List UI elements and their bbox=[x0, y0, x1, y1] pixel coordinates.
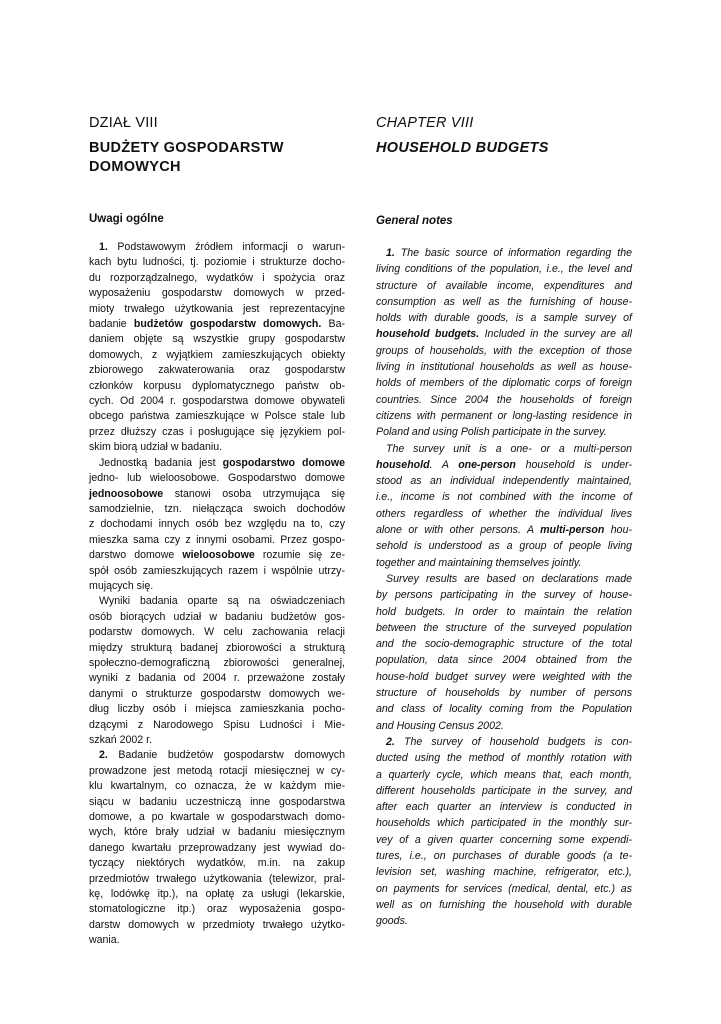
text-line bbox=[89, 302, 345, 317]
text-line bbox=[376, 310, 632, 326]
text-line bbox=[89, 471, 345, 486]
text-line bbox=[376, 815, 632, 831]
text-run: daniem objęte są wszystkie grupy gospodarstw bbox=[89, 333, 345, 346]
text-line bbox=[376, 261, 632, 277]
text-run: holds with durable goods, is a sample survey of bbox=[376, 312, 632, 325]
text-line bbox=[376, 457, 632, 473]
chapter-title-line: DOMOWYCH bbox=[89, 159, 181, 175]
text-run: ducted using the method of monthly rotation with bbox=[376, 752, 632, 765]
text-run: between the structure of the surveyed population bbox=[376, 621, 632, 634]
text-line bbox=[376, 587, 632, 603]
text-line bbox=[376, 473, 632, 489]
text-line bbox=[376, 652, 632, 668]
text-run: skim biorą udział w badaniu. bbox=[89, 441, 223, 454]
text-run: goods. bbox=[376, 915, 408, 928]
text-run: kach bytu ludności, tj. poziomie i strukturze docho- bbox=[89, 256, 345, 269]
text-line bbox=[376, 571, 632, 587]
text-run: cych. Od 2004 r. gospodarstwa domowe obywateli bbox=[89, 395, 345, 408]
text-line bbox=[376, 799, 632, 815]
text-line bbox=[376, 375, 632, 391]
text-line bbox=[89, 810, 345, 825]
text-line bbox=[376, 408, 632, 424]
text-line bbox=[89, 933, 345, 948]
bold-text: 1. bbox=[99, 241, 108, 253]
text-line bbox=[376, 864, 632, 880]
text-line bbox=[89, 656, 345, 671]
text-line bbox=[89, 456, 345, 471]
text-run: prowadzone jest metodą rotacji miesięcznej w cy- bbox=[89, 764, 345, 777]
text-line bbox=[376, 685, 632, 701]
text-run: mieszka sama czy z innymi osobami. Przez gospo- bbox=[89, 533, 345, 546]
text-run: wych, które brały udział w badaniu miesięcznym bbox=[89, 826, 345, 839]
text-line bbox=[89, 733, 345, 748]
text-run: The survey of household budgets is con- bbox=[394, 735, 632, 748]
text-line bbox=[89, 255, 345, 270]
text-run: domowe, a po kwartale w gospodarstwach domo- bbox=[89, 811, 345, 824]
text-run: on payments for services (medical, dental, etc.) as bbox=[376, 882, 632, 895]
text-line bbox=[89, 579, 345, 594]
text-line bbox=[376, 326, 632, 342]
bold-text: multi-person bbox=[540, 524, 605, 537]
text-line bbox=[89, 764, 345, 779]
body-text bbox=[376, 245, 632, 929]
text-run: vey of a given quarter concerning some expendi- bbox=[376, 833, 632, 846]
text-line bbox=[89, 240, 345, 255]
text-run: danego kwartału przeprowadzany jest wywiad do- bbox=[89, 841, 345, 854]
text-run: stomatologiczne itp.) oraz wyposażenia gospo- bbox=[89, 903, 345, 916]
text-run: Poland and using Polish participate in the survey. bbox=[376, 426, 607, 439]
text-line bbox=[376, 522, 632, 538]
text-line bbox=[89, 517, 345, 532]
text-run: The survey unit is a one- or a multi-person bbox=[386, 442, 632, 455]
text-run: szkań 2002 r. bbox=[89, 734, 153, 746]
text-line bbox=[376, 620, 632, 636]
text-run: Ba- bbox=[321, 318, 346, 331]
text-run: population, data since 2004 obtained from the bbox=[376, 654, 632, 667]
text-run: podarstw domowych. W celu zachowania relacji bbox=[89, 626, 345, 639]
text-run: by persons participating in the survey of house- bbox=[376, 589, 632, 602]
text-line bbox=[89, 841, 345, 856]
text-run: different households participate in the survey, and bbox=[376, 784, 632, 797]
text-line bbox=[89, 379, 345, 394]
text-line bbox=[376, 783, 632, 799]
text-run: obcego państwa zamieszkujące w Polsce stale lub bbox=[89, 410, 345, 423]
text-line bbox=[376, 392, 632, 408]
text-line bbox=[376, 278, 632, 294]
bold-text: 1. bbox=[386, 247, 395, 259]
text-line bbox=[376, 359, 632, 375]
text-line bbox=[89, 687, 345, 702]
text-line bbox=[376, 832, 632, 848]
chapter-title-line: BUDŻETY GOSPODARSTW bbox=[89, 140, 284, 156]
text-line bbox=[376, 881, 632, 897]
text-run: Jednostką badania jest bbox=[99, 456, 223, 469]
text-run: społeczno-demograficzną zbiorowości generalnej, bbox=[89, 656, 345, 669]
text-line bbox=[376, 294, 632, 310]
text-line bbox=[89, 533, 345, 548]
text-line bbox=[376, 245, 632, 261]
text-run: mioty trwałego użytkowania jest reprezentacyjne bbox=[89, 302, 345, 315]
text-run: together and maintaining themselves jointly. bbox=[376, 556, 582, 569]
text-run: spół osób zamieszkujących razem i wspólnie utrzy- bbox=[89, 564, 345, 577]
text-run: tyczący niektórych wydatków, m.in. na zakup bbox=[89, 857, 345, 870]
text-run: stanowi osoba utrzymująca się bbox=[163, 487, 345, 500]
bold-text: 2. bbox=[386, 735, 395, 748]
text-run: rozumie się ze- bbox=[254, 549, 345, 562]
text-line bbox=[89, 671, 345, 686]
text-line bbox=[89, 779, 345, 794]
body-text bbox=[89, 240, 345, 949]
bold-text: jednoosobowe bbox=[89, 487, 164, 500]
text-run: badanie bbox=[89, 318, 134, 331]
text-run: siącu w badaniu uczestniczą inne gospodarstwa bbox=[89, 795, 345, 808]
text-line bbox=[89, 625, 345, 640]
text-line bbox=[376, 718, 632, 734]
text-run: samodzielnie, tzn. niełącząca swoich dochodów bbox=[89, 502, 345, 515]
text-line bbox=[376, 897, 632, 913]
text-run: after each quarter an interview is conducted in bbox=[376, 801, 632, 814]
text-line bbox=[376, 767, 632, 783]
text-line bbox=[376, 506, 632, 522]
text-run: countries. Since 2004 the households of foreign bbox=[376, 393, 632, 406]
text-run: Podstawowym źródłem informacji o warun- bbox=[107, 241, 345, 253]
bold-text: household bbox=[376, 458, 430, 471]
chapter-title bbox=[376, 139, 549, 158]
text-run: Included in the survey are all bbox=[479, 328, 633, 341]
text-line bbox=[89, 317, 345, 332]
text-line bbox=[376, 538, 632, 554]
text-run: i.e., income is not combined with the income of bbox=[376, 491, 632, 504]
text-run: living conditions of the population, i.e., the level and bbox=[376, 263, 632, 276]
text-line bbox=[89, 702, 345, 717]
text-run: a quarterly cycle, which means that, each month, bbox=[376, 768, 632, 781]
text-run: z dochodami innych osób bez względu na to, czy bbox=[89, 518, 345, 531]
text-run: structure of available income, expenditures and bbox=[376, 279, 632, 292]
text-line bbox=[89, 394, 345, 409]
text-line bbox=[89, 718, 345, 733]
text-run: hold budgets. In order to maintain the relation bbox=[376, 605, 632, 618]
text-line bbox=[89, 487, 345, 502]
text-run: . A bbox=[429, 458, 459, 471]
text-run: and class of locality coming from the Population bbox=[376, 703, 632, 716]
text-line bbox=[376, 669, 632, 685]
chapter-heading: DZIAŁ VIII bbox=[89, 115, 158, 131]
text-run: and the socio-demographic structure of the total bbox=[376, 638, 632, 651]
text-line bbox=[89, 856, 345, 871]
text-line bbox=[376, 636, 632, 652]
text-run: jedno- lub wieloosobowe. Gospodarstwo domowe bbox=[89, 472, 345, 485]
text-run: mujących się. bbox=[89, 579, 154, 592]
text-line bbox=[89, 795, 345, 810]
text-line bbox=[89, 825, 345, 840]
chapter-title-line: HOUSEHOLD BUDGETS bbox=[376, 140, 549, 156]
text-run: well as on furnishing the household with durable bbox=[376, 898, 632, 911]
text-line bbox=[89, 610, 345, 625]
text-run: The basic source of information regarding the bbox=[394, 247, 632, 259]
section-subheading: General notes bbox=[376, 215, 453, 227]
text-run: hou- bbox=[604, 524, 632, 537]
text-line bbox=[89, 902, 345, 917]
section-subheading: Uwagi ogólne bbox=[89, 213, 164, 225]
text-line bbox=[376, 913, 632, 929]
text-run: przedmiotów trwałego użytkowania (telewizor, pral- bbox=[89, 872, 345, 885]
text-run: tures, i.e., on purchases of durable goods (a te- bbox=[376, 849, 632, 862]
text-run: darstw domowych w przedmioty trwałego użytko- bbox=[89, 918, 345, 931]
text-run: osób biorących udział w badaniu budżetów gos- bbox=[89, 610, 345, 623]
text-line bbox=[376, 555, 632, 571]
bold-text: gospodarstwo domowe bbox=[222, 456, 345, 469]
text-line bbox=[376, 604, 632, 620]
text-run: consumption as well as the furnishing of house- bbox=[376, 295, 632, 308]
chapter-heading: CHAPTER VIII bbox=[376, 115, 474, 131]
text-run: dzącymi z Narodowego Spisu Ludności i Mie- bbox=[89, 718, 345, 731]
text-run: du rozporządzalnego, wydatków i spożycia oraz bbox=[89, 271, 345, 284]
text-line bbox=[89, 887, 345, 902]
text-run: structure of households by number of persons bbox=[376, 687, 632, 700]
text-run: Survey results are based on declarations made bbox=[386, 572, 632, 585]
text-run: wyniki z badania od 2004 r. przeważone zostały bbox=[89, 672, 345, 685]
text-line bbox=[89, 548, 345, 563]
text-line bbox=[376, 848, 632, 864]
bold-text: wieloosobowe bbox=[182, 549, 255, 562]
text-run: household is under- bbox=[515, 458, 632, 471]
text-run: Badanie budżetów gospodarstw domowych bbox=[107, 749, 345, 762]
text-line bbox=[89, 348, 345, 363]
bold-text: 2. bbox=[99, 749, 108, 762]
text-run: kę, lodówkę itp.), na opłatę za usługi (lekarskie, bbox=[89, 888, 345, 901]
text-run: and Housing Census 2002. bbox=[376, 719, 504, 732]
text-run: dług liczby osób i miejsca zamieszkania pocho- bbox=[89, 703, 345, 716]
text-run: households which participated in the monthly sur- bbox=[376, 817, 632, 830]
text-line bbox=[89, 425, 345, 440]
text-run: groups of households, with the exception of those bbox=[376, 344, 632, 357]
text-run: członków korpusu dyplomatycznego państw ob- bbox=[89, 379, 345, 392]
text-line bbox=[376, 750, 632, 766]
text-run: wyposażeniu gospodarstw domowych w przed- bbox=[89, 287, 345, 300]
text-run: przez dłuższy czas i posługujące się językiem pol- bbox=[89, 425, 345, 438]
text-line bbox=[89, 363, 345, 378]
text-run: Wyniki badania oparte są na oświadczeniach bbox=[99, 595, 345, 608]
text-line bbox=[89, 872, 345, 887]
text-line bbox=[89, 502, 345, 517]
text-line bbox=[89, 271, 345, 286]
text-run: danymi o strukturze gospodarstw domowych we- bbox=[89, 687, 345, 700]
text-line bbox=[89, 918, 345, 933]
text-run: domowych, z wyjątkiem zamieszkujących obiekty bbox=[89, 348, 345, 361]
text-line bbox=[376, 734, 632, 750]
text-run: alone or with other persons. A bbox=[376, 524, 541, 537]
text-run: house-hold budget survey were weighted with the bbox=[376, 670, 632, 683]
text-run: zbiorowego zakwaterowania oraz gospodarstw bbox=[89, 364, 345, 377]
text-run: wania. bbox=[89, 934, 120, 947]
bold-text: budżetów gospodarstw domowych. bbox=[133, 318, 322, 331]
text-run: citizens with permanent or long-lasting residence in bbox=[376, 409, 632, 422]
bold-text: one-person bbox=[458, 458, 516, 471]
text-run: klu kwartalnym, co oznacza, że w każdym mie- bbox=[89, 780, 345, 793]
text-line bbox=[89, 286, 345, 301]
text-line bbox=[376, 701, 632, 717]
text-run: levision set, washing machine, refrigerator, etc.), bbox=[376, 866, 632, 879]
text-run: między strukturą badanej zbiorowości a strukturą bbox=[89, 641, 345, 654]
text-run: stood as an individual independently maintained, bbox=[376, 475, 632, 488]
text-line bbox=[376, 424, 632, 440]
text-line bbox=[376, 441, 632, 457]
text-line bbox=[89, 564, 345, 579]
text-line bbox=[89, 748, 345, 763]
text-line bbox=[89, 409, 345, 424]
chapter-title bbox=[89, 139, 284, 177]
text-line bbox=[376, 489, 632, 505]
text-run: sehold is understood as a group of people living bbox=[376, 540, 632, 553]
text-line bbox=[89, 440, 345, 455]
text-run: living in institutional households as well as house- bbox=[376, 361, 632, 374]
text-line bbox=[89, 332, 345, 347]
text-line bbox=[89, 594, 345, 609]
text-line bbox=[376, 343, 632, 359]
text-line bbox=[89, 641, 345, 656]
bold-text: household budgets. bbox=[376, 328, 480, 341]
text-run: darstwo domowe bbox=[89, 549, 183, 562]
text-run: holds of members of the diplomatic corps of foreign bbox=[376, 377, 632, 390]
text-run: others regardless of whether the individual lives bbox=[376, 507, 632, 520]
